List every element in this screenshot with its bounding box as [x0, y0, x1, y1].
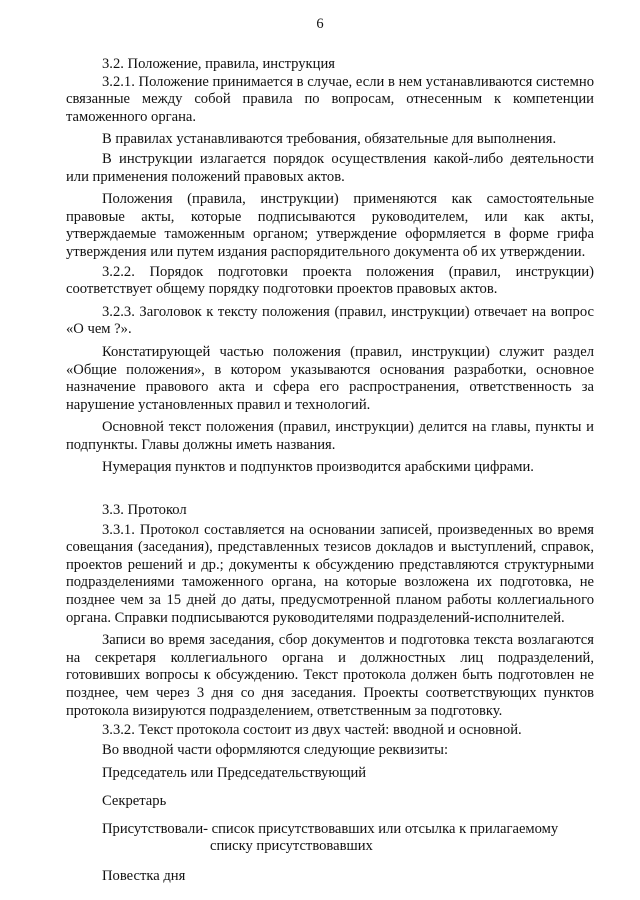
paragraph-3-2-3: 3.2.3. Заголовок к тексту положения (правил, инструкции) отвечает на вопрос «О чем ?». [66, 303, 594, 338]
document-body [66, 56, 594, 885]
requisite-present-continued: списку присутствовавших [210, 838, 373, 855]
page-number: 6 [316, 16, 324, 32]
paragraph-3-2-2: 3.2.2. Порядок подготовки проекта положения (правил, инструкции) соответствует общему порядку подготовки проектов правовых актов. [66, 263, 594, 298]
paragraph-main-text: Основной текст положения (правил, инструкции) делится на главы, пункты и подпункты. Главы должны иметь названия. [66, 419, 594, 453]
paragraph-rules: В правилах устанавливаются требования, обязательные для выполнения. [102, 131, 557, 148]
paragraph-3-3-1: 3.3.1. Протокол составляется на основании записей, произведенных во время совещания (заседания), представленных тезисов докладов и выступлений, справок, проектов решений и др.; документы к обсуждению представляются структурными подразделениями таможенного органа, на которые возложена их подготовка, не позднее чем за 15 дней до даты, предусмотренной планом работы коллегиального органа. Справки подписываются руководителями подразделений-исполнителей. [66, 521, 594, 626]
paragraph-numbering: Нумерация пунктов и подпунктов производится арабскими цифрами. [102, 459, 534, 476]
requisite-chairman: Председатель или Председательствующий [102, 765, 367, 782]
paragraph-3-2-1: 3.2.1. Положение принимается в случае, если в нем устанавливаются системно связанные между собой правила по вопросам, отнесенным к компетенции таможенного органа. [66, 73, 594, 125]
section-heading-3-3: 3.3. Протокол [102, 502, 187, 519]
paragraph-provisions: Положения (правила, инструкции) применяются как самостоятельные правовые акты, которые подписываются руководителем, или как акты, утверждаемые таможенным органом; утверждение оформляется в форме грифа утверждения или путем издания распорядительного документа об их утверждении. [66, 191, 594, 260]
requisite-present: Присутствовали- список присутствовавших или отсылка к прилагаемому [102, 820, 559, 837]
paragraph-general-provisions: Констатирующей частью положения (правил, инструкции) служит раздел «Общие положения», в котором указываются основания разработки, основное назначение правового акта и сфера его распространения, ответственность за нарушение установленных правил и технологий. [66, 343, 594, 413]
requisite-secretary: Секретарь [102, 792, 167, 809]
paragraph-instructions: В инструкции излагается порядок осуществления какой-либо деятельности или применения положений правовых актов. [66, 150, 594, 185]
paragraph-3-3-2: 3.3.2. Текст протокола состоит из двух частей: вводной и основной. [102, 722, 522, 739]
section-heading-3-2: 3.2. Положение, правила, инструкция [102, 56, 335, 72]
paragraph-records: Записи во время заседания, сбор документов и подготовка текста возлагаются на секретаря коллегиального органа и должностных лиц подразделений, готовивших вопросы к обсуждению. Текст протокола должен быть подготовлен не позднее, чем через 3 дня со дня заседания. Проекты соответствующих пунктов протокола визируются подразделением, ответственным за подготовку. [66, 632, 594, 719]
paragraph-introductory-part: Во вводной части оформляются следующие реквизиты: [102, 741, 449, 758]
requisite-agenda: Повестка дня [102, 867, 186, 884]
